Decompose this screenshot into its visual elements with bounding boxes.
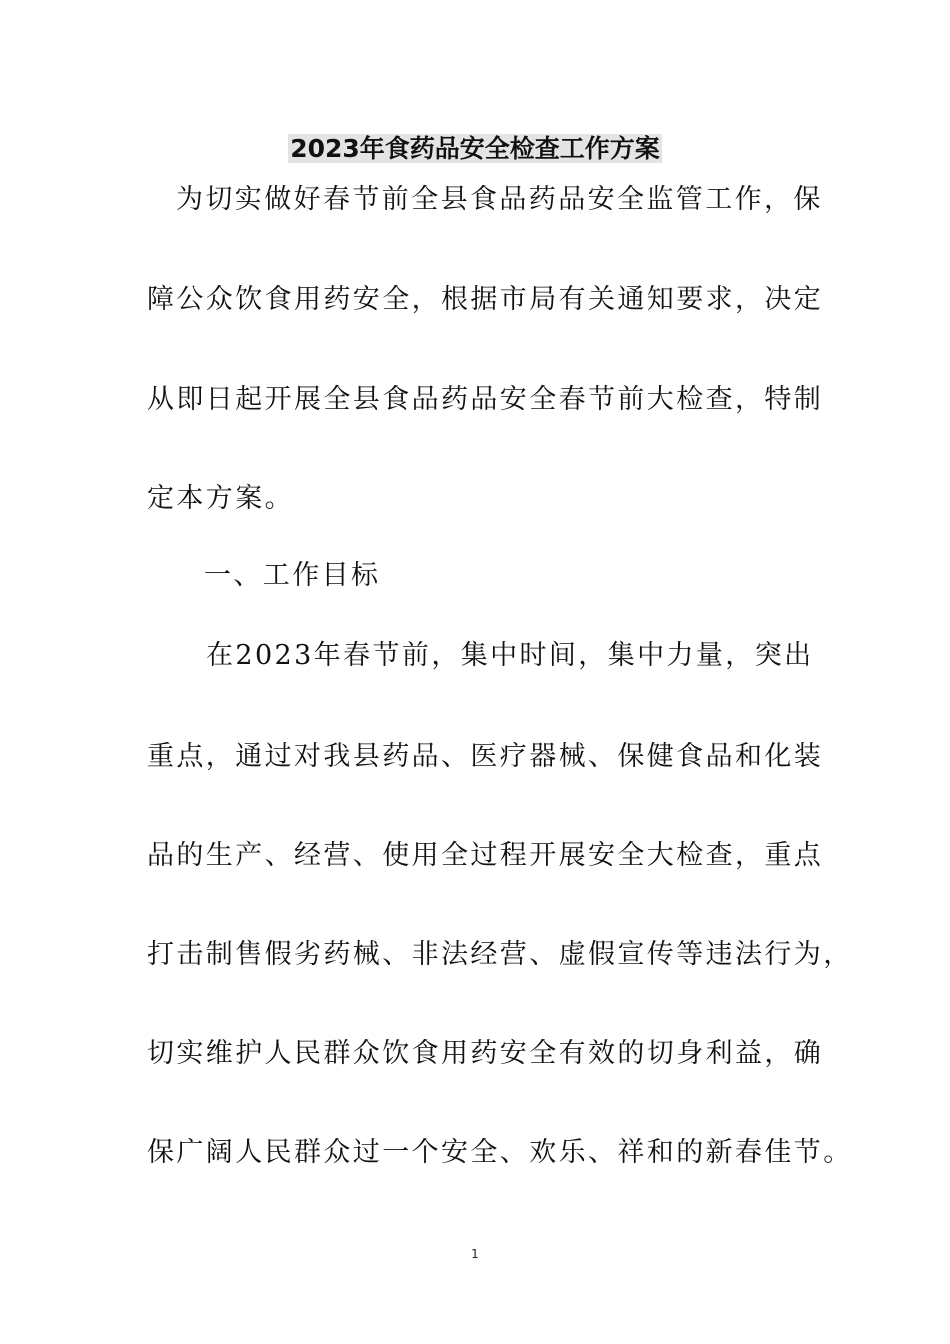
section-heading-work-goal: 一、工作目标: [204, 560, 381, 591]
paragraph-line-2: 障公众饮食用药安全，根据市局有关通知要求，决定: [147, 284, 824, 315]
paragraph-line-7: 品的生产、经营、使用全过程开展安全大检查，重点: [147, 840, 824, 871]
paragraph-line-6: 重点，通过对我县药品、医疗器械、保健食品和化装: [147, 741, 824, 772]
page-number: 1: [471, 1247, 479, 1261]
paragraph-line-4: 定本方案。: [147, 483, 294, 514]
document-title-text: 2023年食药品安全检查工作方案: [290, 134, 660, 163]
paragraph-line-1: 为切实做好春节前全县食品药品安全监管工作，保: [176, 184, 823, 215]
document-title: [0, 131, 950, 167]
paragraph-line-5: 在2023年春节前，集中时间，集中力量，突出: [206, 640, 814, 671]
paragraph-line-9: 切实维护人民群众饮食用药安全有效的切身利益，确: [147, 1038, 824, 1069]
paragraph-line-3: 从即日起开展全县食品药品安全春节前大检查，特制: [147, 384, 824, 415]
paragraph-line-8: 打击制售假劣药械、非法经营、虚假宣传等违法行为，: [147, 939, 853, 970]
paragraph-line-10: 保广阔人民群众过一个安全、欢乐、祥和的新春佳节。: [147, 1137, 853, 1168]
